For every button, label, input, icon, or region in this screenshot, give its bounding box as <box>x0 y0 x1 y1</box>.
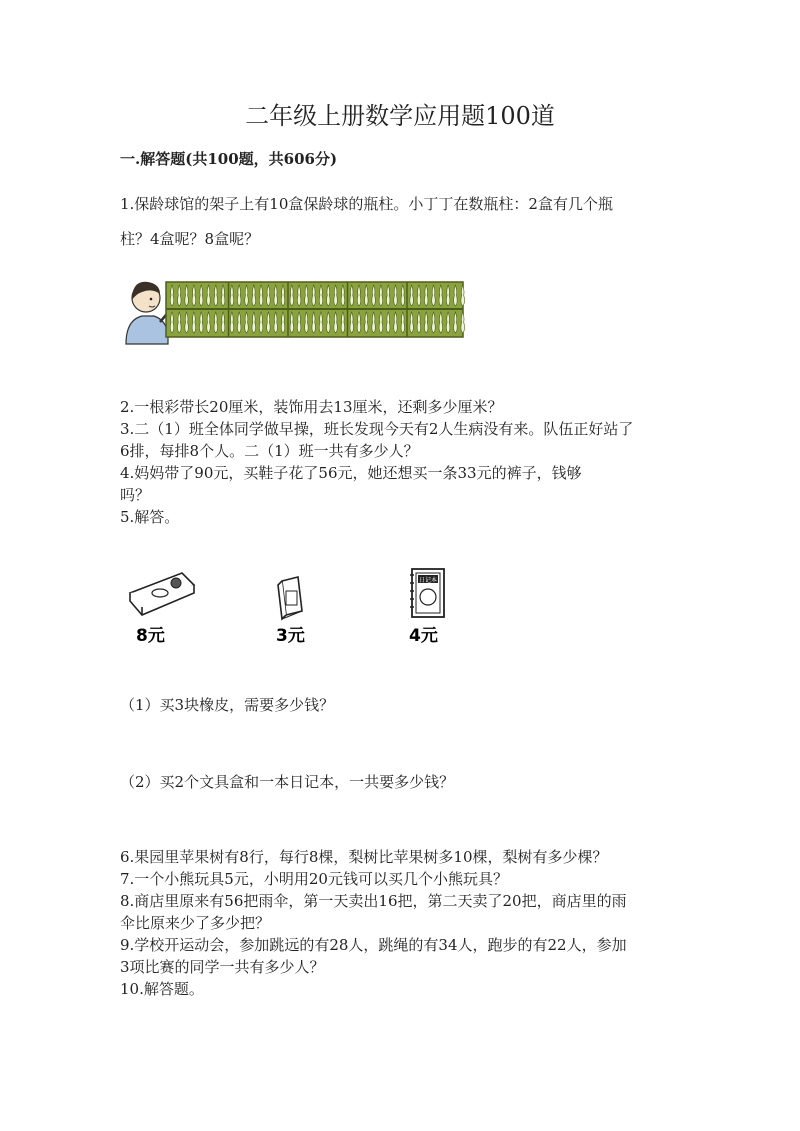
pencil-box-icon <box>130 573 194 615</box>
question-5-sub-1: （1）买3块橡皮，需要多少钱？ <box>120 696 335 714</box>
question-5: 5.解答。 <box>120 508 180 526</box>
question-10: 10.解答题。 <box>120 980 204 998</box>
question-1 <box>120 187 613 257</box>
question-3-line-2: 6排，每排8个人。二（1）班一共有多少人？ <box>120 442 419 460</box>
question-9-line-1: 9.学校开运动会，参加跳远的有28人，跳绳的有34人，跑步的有22人，参加 <box>120 936 627 954</box>
bowling-pins-figure <box>120 278 465 348</box>
question-2: 2.一根彩带长20厘米，装饰用去13厘米，还剩多少厘米？ <box>120 398 503 416</box>
question-8-line-1: 8.商店里原来有56把雨伞，第一天卖出16把，第二天卖了20把，商店里的雨 <box>120 892 627 910</box>
question-1-line-1: 1.保龄球馆的架子上有10盒保龄球的瓶柱。小丁丁在数瓶柱：2盒有几个瓶 <box>120 195 613 213</box>
page-title: 二年级上册数学应用题100道 <box>245 102 555 130</box>
notebook-cover-text: 日记本 <box>418 577 438 584</box>
questions-6-to-10 <box>120 846 627 1000</box>
question-5-sub-2: （2）买2个文具盒和一本日记本，一共要多少钱？ <box>120 773 455 791</box>
stationery-figure <box>126 565 456 650</box>
question-6: 6.果园里苹果树有8行，每行8棵，梨树比苹果树多10棵，梨树有多少棵？ <box>120 848 608 866</box>
notebook-price: 4元 <box>409 626 438 646</box>
question-4-line-1: 4.妈妈带了90元，买鞋子花了56元，她还想买一条33元的裤子，钱够 <box>120 464 582 482</box>
section-heading: 一.解答题(共100题，共606分) <box>120 150 338 168</box>
question-8-line-2: 伞比原来少了多少把？ <box>120 914 271 932</box>
question-9-line-2: 3项比赛的同学一共有多少人？ <box>120 958 325 976</box>
pin-rack <box>166 282 465 337</box>
question-3-line-1: 3.二（1）班全体同学做早操，班长发现今天有2人生病没有来。队伍正好站了 <box>120 420 634 438</box>
notebook-icon <box>410 569 444 617</box>
questions-2-to-5 <box>120 396 633 528</box>
eraser-icon <box>278 577 302 619</box>
eraser-price: 3元 <box>276 626 305 646</box>
question-7: 7.一个小熊玩具5元，小明用20元钱可以买几个小熊玩具？ <box>120 870 508 888</box>
question-4-line-2: 吗？ <box>120 486 151 504</box>
question-1-line-2: 柱？4盒呢？8盒呢？ <box>120 230 260 248</box>
pencil-box-price: 8元 <box>136 626 165 646</box>
